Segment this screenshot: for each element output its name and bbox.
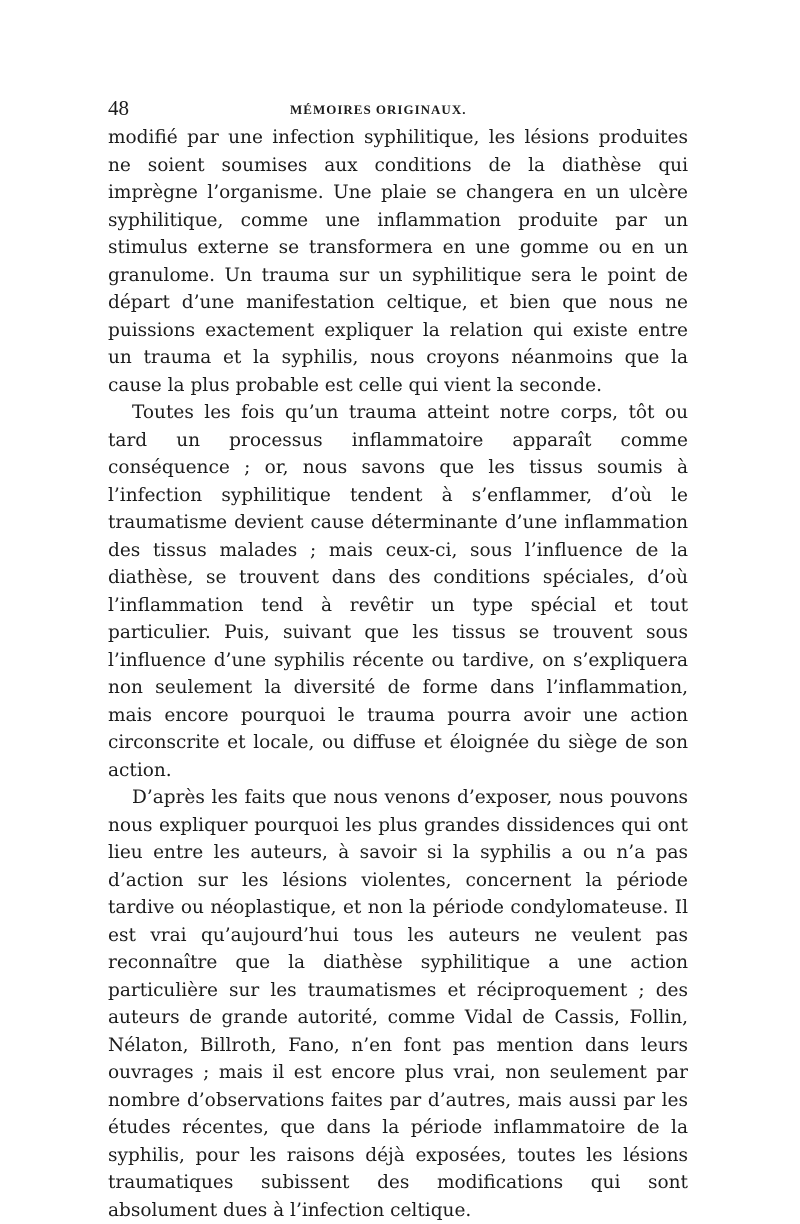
paragraph-author-dissidence: D’après les faits que nous venons d’exposer, nous pouvons nous expliquer pourquoi les plus grandes dissidences qui ont lieu entre les auteurs, à savoir si la syphilis a ou n’a pas d’action sur les lésions violentes, concernent la période tardive ou néoplastique, et non la période condylomateuse. Il est vrai qu’aujourd’hui tous les auteurs ne veulent pas reconnaître que la diathèse syphilitique a une action particulière sur les traumatismes et réciproquement ; des auteurs de grande autorité, comme Vidal de Cassis, Follin, Nélaton, Billroth, Fano, n’en font pas mention dans leurs ouvrages ; mais il est encore plus vrai, non seulement par nombre d’observations faites par d’autres, mais aussi par les études récentes, que dans la période inflammatoire de la syphilis, pour les raisons déjà exposées, toutes les lésions traumatiques subissent des modifications qui sont absolument dues à l’infection celtique. (108, 787, 688, 1221)
running-head (108, 96, 688, 122)
paragraph-continued: modifié par une infection syphilitique, les lésions produites ne soient soumises aux conditions de la diathèse qui imprègne l’organisme. Une plaie se changera en un ulcère syphilitique, comme une inflammation produite par un stimulus externe se transformera en une gomme ou en un granulome. Un trauma sur un syphilitique sera le point de départ d’une manifestation celtique, et bien que nous ne puissions exactement expliquer la relation qui existe entre un trauma et la syphilis, nous croyons néanmoins que la cause la plus probable est celle qui vient la seconde. (108, 127, 688, 396)
paragraph-trauma-inflammation: Toutes les fois qu’un trauma atteint notre corps, tôt ou tard un processus inflammatoire apparaît comme conséquence ; or, nous savons que les tissus soumis à l’infection syphilitique tendent à s’enflammer, d’où le traumatisme devient cause déterminante d’une inflammation des tissus malades ; mais ceux-ci, sous l’influence de la diathèse, se trouvent dans des conditions spéciales, d’où l’inflammation tend à revêtir un type spécial et tout particulier. Puis, suivant que les tissus se trouvent sous l’influence d’une syphilis récente ou tardive, on s’expliquera non seulement la diversité de forme dans l’inflammation, mais encore pourquoi le trauma pourra avoir une action circonscrite et locale, ou diffuse et éloignée du siège de son action. (108, 402, 688, 781)
book-page (108, 96, 688, 1224)
body-text (108, 124, 688, 1224)
page-number: 48 (108, 96, 129, 120)
running-title: MÉMOIRES ORIGINAUX. (290, 102, 467, 117)
